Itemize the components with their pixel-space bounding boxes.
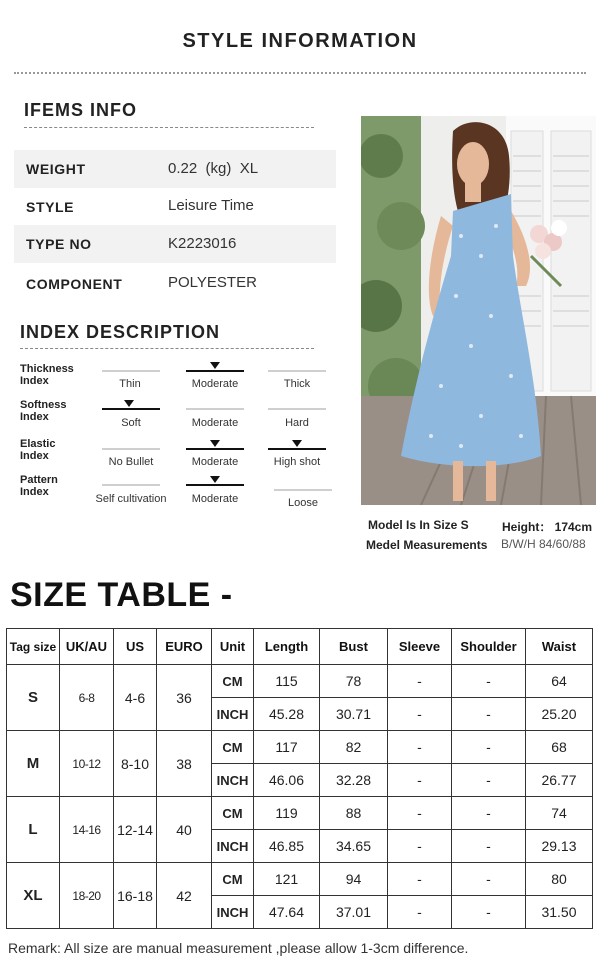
unit-cell: INCH [212,830,254,863]
index-label-elastic: Elastic Index [20,438,56,462]
index-option-selected: Moderate [191,378,239,390]
shoulder-cell: - [452,896,526,929]
index-description-divider [20,348,314,349]
tag-size-cell: L [7,797,60,863]
length-cell: 46.85 [254,830,320,863]
column-header: Sleeve [388,629,452,665]
bust-cell: 32.28 [320,764,388,797]
length-cell: 45.28 [254,698,320,731]
info-label: TYPE NO [26,236,92,252]
unit-cell: INCH [212,698,254,731]
index-option: Thin [119,378,141,390]
us-cell: 12-14 [114,797,157,863]
info-row-component [14,265,336,303]
index-scale-segment-selected [102,408,160,410]
index-option: Moderate [191,417,239,429]
waist-cell: 74 [526,797,593,830]
euro-cell: 42 [157,863,212,929]
index-scale-segment [268,370,326,372]
tag-size-cell: XL [7,863,60,929]
index-scale-segment [268,408,326,410]
sleeve-cell: - [388,863,452,896]
sleeve-cell: - [388,665,452,698]
unit-cell: CM [212,797,254,830]
index-option: High shot [273,456,321,468]
info-label: COMPONENT [26,276,123,292]
column-header: Length [254,629,320,665]
length-cell: 46.06 [254,764,320,797]
waist-cell: 68 [526,731,593,764]
shoulder-cell: - [452,731,526,764]
index-marker-icon [210,476,220,483]
info-row-style [14,188,336,226]
table-row [7,665,593,698]
index-description-title: INDEX DESCRIPTION [20,322,221,342]
waist-cell: 29.13 [526,830,593,863]
model-height: Height： 174cm [502,520,593,534]
bust-cell: 30.71 [320,698,388,731]
column-header: Waist [526,629,593,665]
table-row [7,863,593,896]
us-cell: 8-10 [114,731,157,797]
ukau-cell: 14-16 [60,797,114,863]
ukau-cell: 10-12 [60,731,114,797]
size-table-title: SIZE TABLE - [10,576,233,614]
info-label: WEIGHT [26,161,86,177]
column-header: Shoulder [452,629,526,665]
column-header: US [114,629,157,665]
unit-cell: INCH [212,764,254,797]
bust-cell: 34.65 [320,830,388,863]
euro-cell: 38 [157,731,212,797]
index-option-selected: Moderate [191,456,239,468]
tag-size-cell: M [7,731,60,797]
euro-cell: 36 [157,665,212,731]
index-label-thickness: Thickness Index [20,363,74,387]
euro-cell: 40 [157,797,212,863]
page-title: STYLE INFORMATION [182,30,418,52]
unit-cell: CM [212,665,254,698]
sleeve-cell: - [388,764,452,797]
info-row-weight [14,150,336,188]
index-option: Hard [285,417,309,429]
index-option: No Bullet [108,456,154,468]
sleeve-cell: - [388,830,452,863]
index-scale-segment [186,408,244,410]
index-option-selected: Soft [121,417,141,429]
sleeve-cell: - [388,896,452,929]
shoulder-cell: - [452,863,526,896]
column-header: Tag size [7,629,60,665]
bust-cell: 94 [320,863,388,896]
unit-cell: CM [212,731,254,764]
column-header: Unit [212,629,254,665]
index-scale-segment [274,489,332,491]
size-table-header-row [7,629,593,665]
index-marker-icon [210,362,220,369]
index-label-softness: Softness Index [20,399,67,423]
shoulder-cell: - [452,764,526,797]
size-table [6,628,593,929]
remark-text: Remark: All size are manual measurement ,please allow 1-3cm difference. [8,940,469,956]
header-divider [14,72,586,74]
bust-cell: 37.01 [320,896,388,929]
index-option: Thick [283,378,311,390]
shoulder-cell: - [452,665,526,698]
waist-cell: 64 [526,665,593,698]
bust-cell: 82 [320,731,388,764]
info-value: POLYESTER [168,274,257,291]
index-scale-segment [102,448,160,450]
info-label: STYLE [26,199,75,215]
us-cell: 16-18 [114,863,157,929]
waist-cell: 80 [526,863,593,896]
index-scale-segment-selected [268,448,326,450]
index-marker-icon [124,400,134,407]
column-header: EURO [157,629,212,665]
model-measurements-label: Medel Measurements [366,538,488,552]
us-cell: 4-6 [114,665,157,731]
model-size-label: Model Is In Size S [368,518,469,532]
waist-cell: 26.77 [526,764,593,797]
info-row-type-no [14,225,336,263]
column-header: Bust [320,629,388,665]
tag-size-cell: S [7,665,60,731]
ukau-cell: 6-8 [60,665,114,731]
shoulder-cell: - [452,830,526,863]
unit-cell: INCH [212,896,254,929]
unit-cell: CM [212,863,254,896]
sleeve-cell: - [388,797,452,830]
index-marker-icon [210,440,220,447]
sleeve-cell: - [388,731,452,764]
items-info-divider [24,127,314,128]
table-row [7,731,593,764]
items-info-title: IFEMS INFO [24,100,137,120]
length-cell: 119 [254,797,320,830]
info-value: Leisure Time [168,197,254,214]
info-value: K2223016 [168,235,237,252]
index-scale-segment-selected [186,370,244,372]
length-cell: 47.64 [254,896,320,929]
waist-cell: 25.20 [526,698,593,731]
shoulder-cell: - [452,797,526,830]
shoulder-cell: - [452,698,526,731]
info-value: 0.22 (kg) XL [168,160,259,177]
ukau-cell: 18-20 [60,863,114,929]
length-cell: 117 [254,731,320,764]
index-option: Self cultivation [95,493,167,505]
index-option: Loose [288,497,318,509]
index-scale-segment [102,484,160,486]
model-bwh: B/W/H 84/60/88 [501,537,586,551]
bust-cell: 88 [320,797,388,830]
length-cell: 115 [254,665,320,698]
index-label-pattern: Pattern Index [20,474,58,498]
length-cell: 121 [254,863,320,896]
bust-cell: 78 [320,665,388,698]
index-option-selected: Moderate [191,493,239,505]
index-marker-icon [292,440,302,447]
index-scale-segment-selected [186,448,244,450]
table-row [7,797,593,830]
waist-cell: 31.50 [526,896,593,929]
sleeve-cell: - [388,698,452,731]
model-photo [361,116,596,505]
column-header: UK/AU [60,629,114,665]
index-scale-segment [102,370,160,372]
index-scale-segment-selected [186,484,244,486]
